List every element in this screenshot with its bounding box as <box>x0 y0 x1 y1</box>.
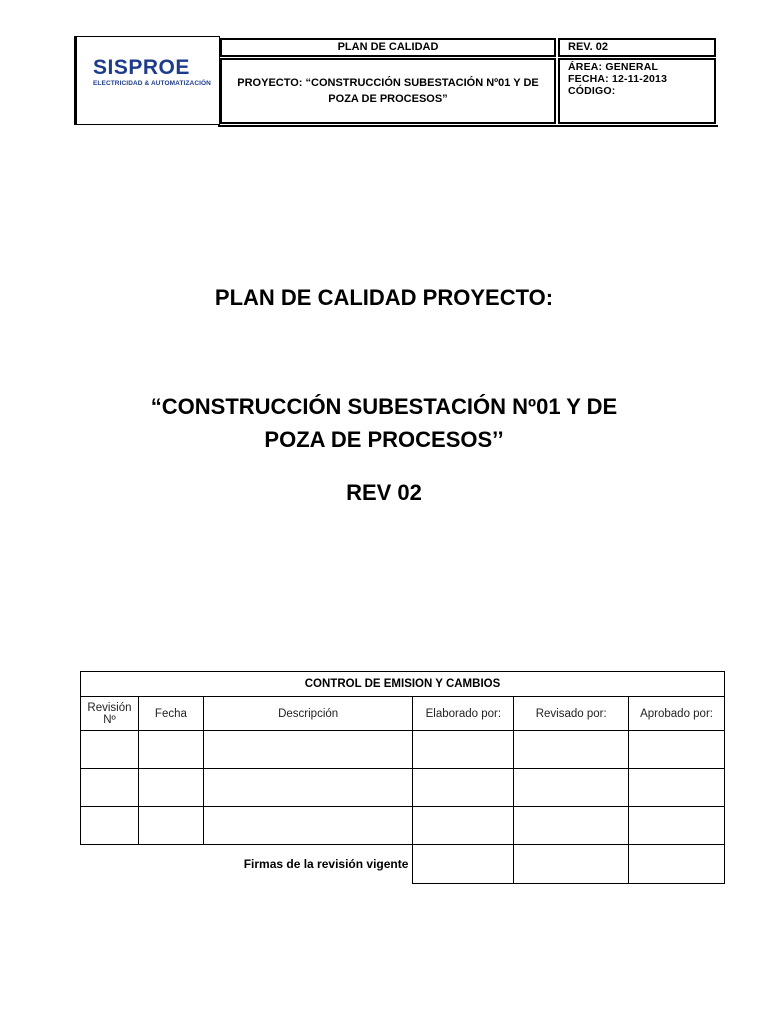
project-title-line1: “CONSTRUCCIÓN SUBESTACIÓN Nº01 Y DE <box>150 394 618 419</box>
area-field: ÁREA: GENERAL <box>568 61 659 73</box>
project-text: PROYECTO: “CONSTRUCCIÓN SUBESTACIÓN Nº01 Y DE POZA DE PROCESOS” <box>237 77 539 105</box>
table-cell <box>138 769 203 807</box>
project-title <box>0 390 768 456</box>
col-header-revision: Revisión Nº <box>81 697 139 731</box>
table-cell <box>629 769 725 807</box>
revision-title: REV 02 <box>346 480 422 505</box>
table-cell <box>629 807 725 845</box>
table-cell <box>81 807 139 845</box>
col-header-elaborado: Elaborado por: <box>413 697 514 731</box>
project-label <box>220 58 556 124</box>
logo-wordmark <box>93 57 211 79</box>
rev-label: REV. 02 <box>558 38 716 57</box>
col-header-aprobado: Aprobado por: <box>629 697 725 731</box>
logo-cell <box>74 36 220 125</box>
signature-aprobado <box>629 845 725 884</box>
project-title-line2: POZA DE PROCESOS’’ <box>264 427 504 452</box>
table-row <box>81 769 725 807</box>
plan-label: PLAN DE CALIDAD <box>220 38 556 57</box>
doc-title: PLAN DE CALIDAD PROYECTO: <box>214 285 554 310</box>
signature-revisado <box>514 845 629 884</box>
table-cell <box>413 731 514 769</box>
table-cell <box>203 807 413 845</box>
table-cell <box>203 731 413 769</box>
table-cell <box>629 731 725 769</box>
signature-label: Firmas de la revisión vigente <box>243 857 409 872</box>
document-header <box>74 36 718 127</box>
logo-text: SISPROE <box>93 56 190 79</box>
table-cell <box>514 769 629 807</box>
col-header-descripcion: Descripción <box>203 697 413 731</box>
table-cell <box>203 769 413 807</box>
table-cell <box>138 807 203 845</box>
table-cell <box>413 769 514 807</box>
signature-elaborado <box>413 845 514 884</box>
table-row <box>81 807 725 845</box>
code-field: CÓDIGO: <box>568 85 616 97</box>
col-header-revisado: Revisado por: <box>514 697 629 731</box>
revision-control-table <box>80 671 725 884</box>
table-cell <box>81 769 139 807</box>
col-header-fecha: Fecha <box>138 697 203 731</box>
table-title: CONTROL DE EMISION Y CAMBIOS <box>81 672 725 697</box>
table-cell <box>413 807 514 845</box>
logo-subtitle: ELECTRICIDAD & AUTOMATIZACIÓN <box>93 80 211 87</box>
table-cell <box>514 807 629 845</box>
table-cell <box>514 731 629 769</box>
table-cell <box>138 731 203 769</box>
date-field: FECHA: 12-11-2013 <box>568 73 668 85</box>
doc-info <box>558 58 716 124</box>
company-logo <box>93 57 211 87</box>
table-row <box>81 731 725 769</box>
table-cell <box>81 731 139 769</box>
header-divider <box>218 125 718 127</box>
